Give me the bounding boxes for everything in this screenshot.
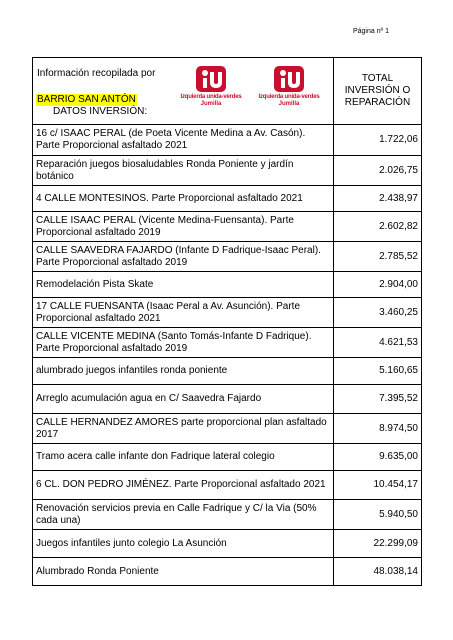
row-description: CALLE ISAAC PERAL (Vicente Medina-Fuensanta). Parte Proporcional asfaltado 2019	[33, 212, 334, 242]
table-row	[33, 212, 422, 242]
iu-logo-icon	[272, 64, 306, 94]
row-description: CALLE HERNANDEZ AMORES parte proporcional plan asfaltado 2017	[33, 414, 334, 444]
row-amount: 9.635,00	[334, 444, 422, 471]
table-row	[33, 242, 422, 272]
table-row	[33, 125, 422, 156]
table-header-row	[33, 58, 422, 125]
logo-town: Jumilla	[278, 101, 300, 107]
row-amount: 7.395,52	[334, 385, 422, 414]
table-row	[33, 471, 422, 500]
investment-table	[32, 57, 422, 586]
table-row	[33, 328, 422, 358]
row-amount: 8.974,50	[334, 414, 422, 444]
row-amount: 2.904,00	[334, 272, 422, 298]
header-info-cell	[33, 58, 334, 125]
page-number: Página nº 1	[352, 28, 389, 35]
table-row	[33, 414, 422, 444]
row-amount: 22.299,09	[334, 530, 422, 558]
table-row	[33, 558, 422, 586]
row-amount: 3.460,25	[334, 298, 422, 328]
row-description: Arreglo acumulación agua en C/ Saavedra Fajardo	[33, 385, 334, 414]
row-description: Renovación servicios previa en Calle Fadrique y C/ la Via (50% cada una)	[33, 500, 334, 530]
table-row	[33, 156, 422, 186]
row-description: 4 CALLE MONTESINOS. Parte Proporcional asfaltado 2021	[33, 186, 334, 212]
row-description: CALLE VICENTE MEDINA (Santo Tomás-Infante D Fadrique). Parte Proporcional asfaltado 2019	[33, 328, 334, 358]
row-description: 16 c/ ISAAC PERAL (de Poeta Vicente Medina a Av. Casón). Parte Proporcional asfaltado 2021	[33, 125, 334, 156]
header-total-cell	[334, 58, 422, 125]
row-amount: 2.602,82	[334, 212, 422, 242]
row-description: Alumbrado Ronda Poniente	[33, 558, 334, 586]
row-amount: 1.722,06	[334, 125, 422, 156]
total-label-line3: REPARACIÓN	[344, 97, 411, 108]
table-row	[33, 272, 422, 298]
table-row	[33, 298, 422, 328]
row-amount: 5.160,65	[334, 358, 422, 385]
row-amount: 48.038,14	[334, 558, 422, 586]
row-amount: 2.438,97	[334, 186, 422, 212]
barrio-label: BARRIO SAN ANTÓN	[37, 94, 136, 105]
row-description: Remodelación Pista Skate	[33, 272, 334, 298]
row-description: Tramo acera calle infante don Fadrique lateral colegio	[33, 444, 334, 471]
row-description: 17 CALLE FUENSANTA (Isaac Peral a Av. Asunción). Parte Proporcional asfaltado 2021	[33, 298, 334, 328]
iu-logo-left	[173, 64, 249, 108]
info-label: Información recopilada por	[37, 68, 156, 79]
row-description: CALLE SAAVEDRA FAJARDO (Infante D Fadrique-Isaac Peral). Parte Proporcional asfaltado 2019	[33, 242, 334, 272]
logo-name: Izquierda unida-verdes	[180, 94, 242, 100]
row-description: Juegos infantiles junto colegio La Asunción	[33, 530, 334, 558]
row-amount: 4.621,53	[334, 328, 422, 358]
logo-name: Izquierda unida-verdes	[258, 94, 320, 100]
row-description: alumbrado juegos infantiles ronda poniente	[33, 358, 334, 385]
row-amount: 10.454,17	[334, 471, 422, 500]
row-amount: 5.940,50	[334, 500, 422, 530]
table-row	[33, 444, 422, 471]
logo-town: Jumilla	[200, 101, 222, 107]
total-label-line2: INVERSIÓN O	[344, 85, 411, 96]
row-description: 6 CL. DON PEDRO JIMÉNEZ. Parte Proporcional asfaltado 2021	[33, 471, 334, 500]
row-amount: 2.026,75	[334, 156, 422, 186]
iu-logo-right	[251, 64, 327, 108]
row-description: Reparación juegos biosaludables Ronda Poniente y jardín botánico	[33, 156, 334, 186]
table-row	[33, 530, 422, 558]
total-label-line1: TOTAL	[361, 73, 394, 84]
table-row	[33, 186, 422, 212]
row-amount: 2.785,52	[334, 242, 422, 272]
iu-logo-icon	[194, 64, 228, 94]
table-row	[33, 358, 422, 385]
table-row	[33, 385, 422, 414]
table-row	[33, 500, 422, 530]
datos-label: DATOS INVERSIÓN:	[53, 106, 148, 117]
